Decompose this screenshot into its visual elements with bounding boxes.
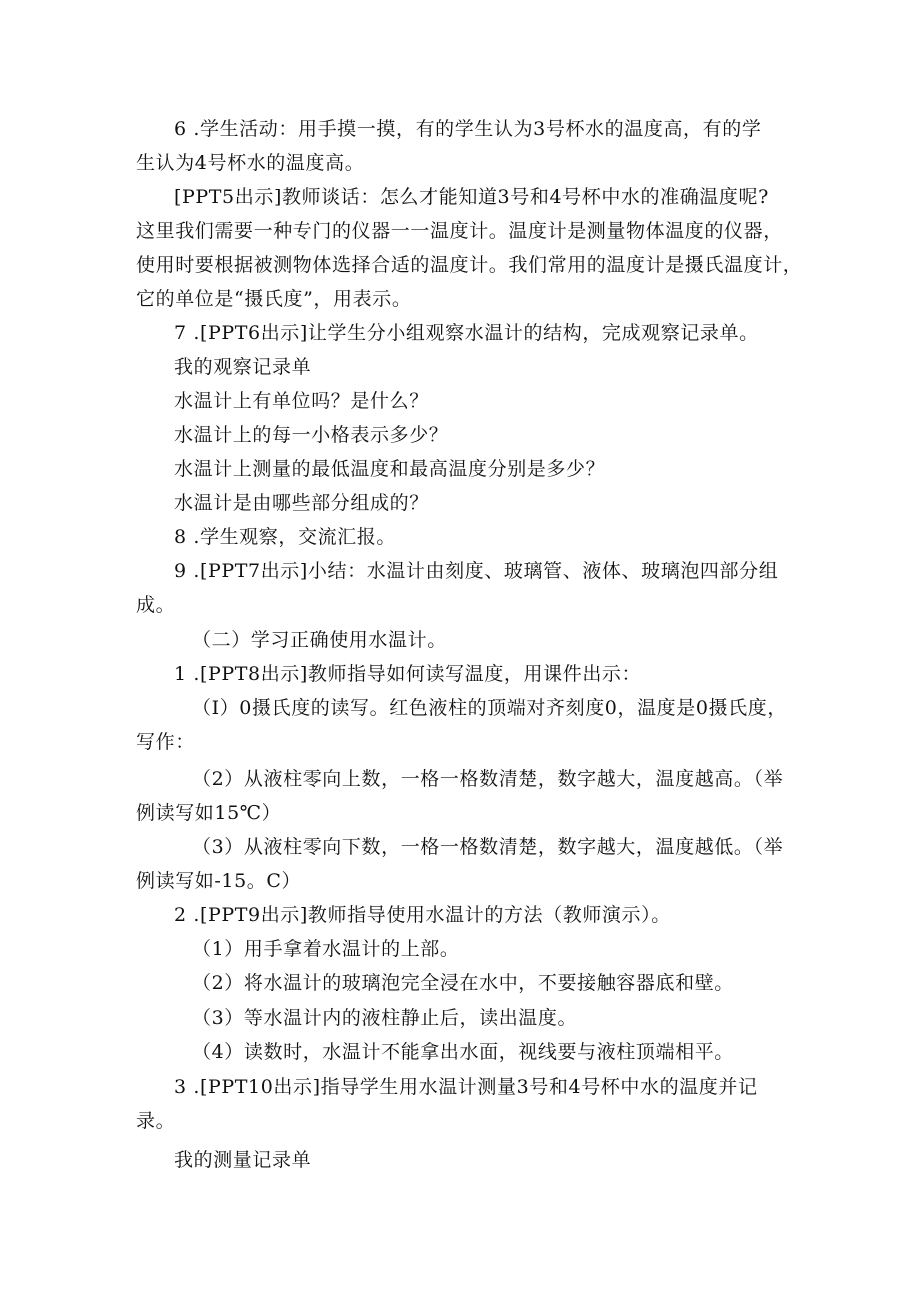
text-line: 6 .学生活动：用手摸一摸，有的学生认为3号杯水的温度高，有的学 [174,118,762,140]
text-line: 1 .[PPT8出示]教师指导如何读写温度，用课件出示： [174,663,642,685]
text-line: （1）用手拿着水温计的上部。 [192,938,460,960]
text-line: 水温计上有单位吗？是什么？ [174,390,429,412]
text-line: 我的测量记录单 [174,1149,312,1171]
text-line: 2 .[PPT9出示]教师指导使用水温计的方法（教师演示）。 [174,904,671,926]
text-line: 水温计是由哪些部分组成的？ [174,492,429,514]
text-line: 水温计上测量的最低温度和最高温度分别是多少？ [174,458,606,480]
text-line: 7 .[PPT6出示]让学生分小组观察水温计的结构，完成观察记录单。 [174,322,759,344]
text-line: 例读写如15℃） [136,802,282,824]
text-line: 使用时要根据被测物体选择合适的温度计。我们常用的温度计是摄氏温度计， [136,254,803,276]
text-line: 8 .学生观察，交流汇报。 [174,526,396,548]
text-line: 我的观察记录单 [174,356,312,378]
text-line: （4）读数时，水温计不能拿出水面，视线要与液柱顶端相平。 [192,1041,734,1063]
text-line: 3 .[PPT10出示]指导学生用水温计测量3号和4号杯中水的温度并记 [174,1076,758,1098]
section-heading: （二）学习正确使用水温计。 [192,629,447,651]
text-line: 它的单位是“摄氏度”，用表示。 [136,288,412,310]
text-line: （2）将水温计的玻璃泡完全浸在水中，不要接触容器底和壁。 [192,972,734,994]
text-line: [PPT5出示]教师谈话：怎么才能知道3号和4号杯中水的准确温度呢? [174,186,769,208]
text-line: 9 .[PPT7出示]小结：水温计由刻度、玻璃管、液体、玻璃泡四部分组 [174,560,779,582]
text-line: 写作： [136,731,195,753]
text-line: 录。 [136,1110,176,1132]
text-line: 生认为4号杯水的温度高。 [136,152,365,174]
text-line: 成。 [136,594,176,616]
text-line: 这里我们需要一种专门的仪器一一温度计。温度计是测量物体温度的仪器， [136,220,783,242]
text-line: 例读写如-15。C） [136,870,302,892]
text-line: （3）从液柱零向下数，一格一格数清楚，数字越大，温度越低。（举 [192,836,784,858]
text-line: （2）从液柱零向上数，一格一格数清楚，数字越大，温度越高。（举 [192,768,784,790]
text-line: （3）等水温计内的液柱静止后，读出温度。 [192,1007,578,1029]
text-line: 水温计上的每一小格表示多少？ [174,424,449,446]
text-line: （I）0摄氏度的读写。红色液柱的顶端对齐刻度0，温度是0摄氏度， [192,697,787,719]
